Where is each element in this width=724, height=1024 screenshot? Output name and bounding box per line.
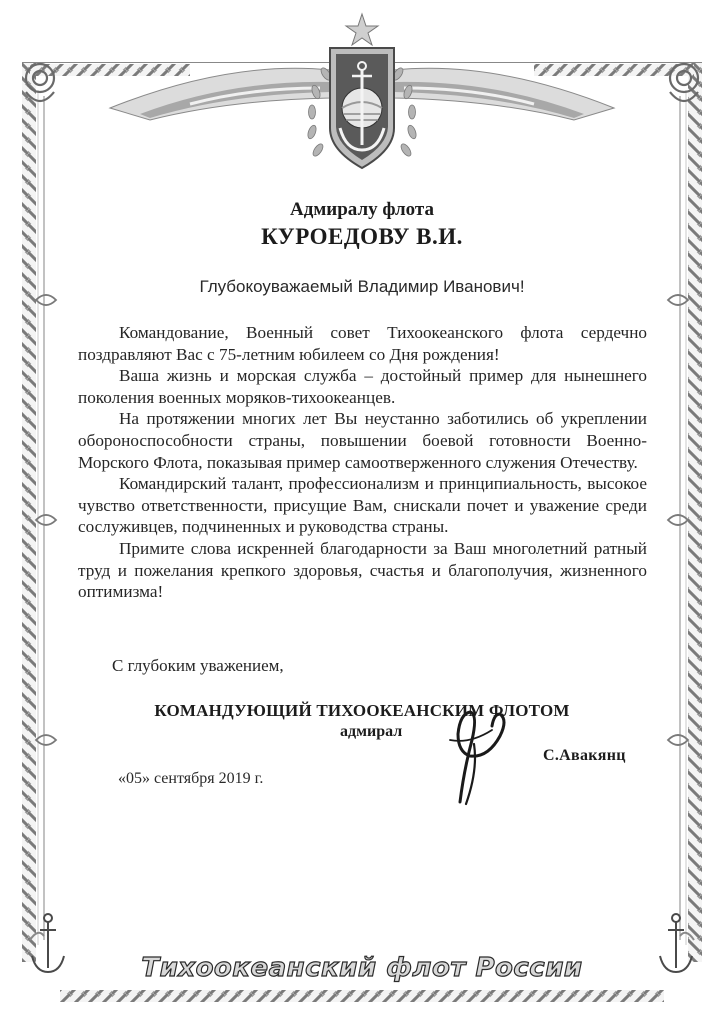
- recipient-name: КУРОЕДОВУ В.И.: [261, 224, 463, 249]
- right-rope-border: [688, 62, 702, 962]
- bottom-rope-border: [60, 990, 664, 1002]
- handwritten-signature: [430, 700, 540, 810]
- letter-date: «05» сентября 2019 г.: [118, 770, 264, 787]
- signatory-name: С.Авакянц: [543, 747, 626, 764]
- closing: С глубоким уважением,: [112, 656, 284, 675]
- paragraph: Ваша жизнь и морская служба – достойный пример для нынешнего поколения военных моряков-тихоокеанцев.: [78, 366, 647, 407]
- left-rope-border: [22, 62, 36, 962]
- right-wing: [394, 68, 614, 120]
- greeting: Глубокоуважаемый Владимир Иванович!: [199, 277, 525, 296]
- signatory-rank: адмирал: [340, 723, 403, 740]
- paragraph: На протяжении многих лет Вы неустанно заботились об укреплении обороноспособности страны, повышении боевой готовности Военно-Морского Флота, показывая пример самоотверженного служения Отечеству.: [78, 409, 647, 472]
- pacific-fleet-anchor-emblem-icon: [330, 14, 394, 168]
- letter-body: [78, 322, 647, 603]
- paragraph: Командирский талант, профессионализм и принципиальность, высокое чувство ответственности, присущие Вам, снискали почет и уважение среди сослуживцев, подчиненных и руководства страны.: [78, 474, 647, 537]
- signatory-title: КОМАНДУЮЩИЙ ТИХООКЕАНСКИМ ФЛОТОМ: [154, 701, 570, 720]
- paragraph: Примите слова искренней благодарности за Ваш многолетний ратный труд и пожелания крепкого здоровья, счастья и благополучия, жизненного оптимизма!: [78, 538, 647, 602]
- footer-banner: Тихоокеанский флот России: [141, 953, 583, 983]
- paragraph: Командование, Военный совет Тихоокеанского флота сердечно поздравляют Вас с 75-летним юбилеем со Дня рождения!: [78, 323, 647, 364]
- left-wing: [110, 68, 330, 120]
- recipient-rank: Адмиралу флота: [289, 199, 434, 220]
